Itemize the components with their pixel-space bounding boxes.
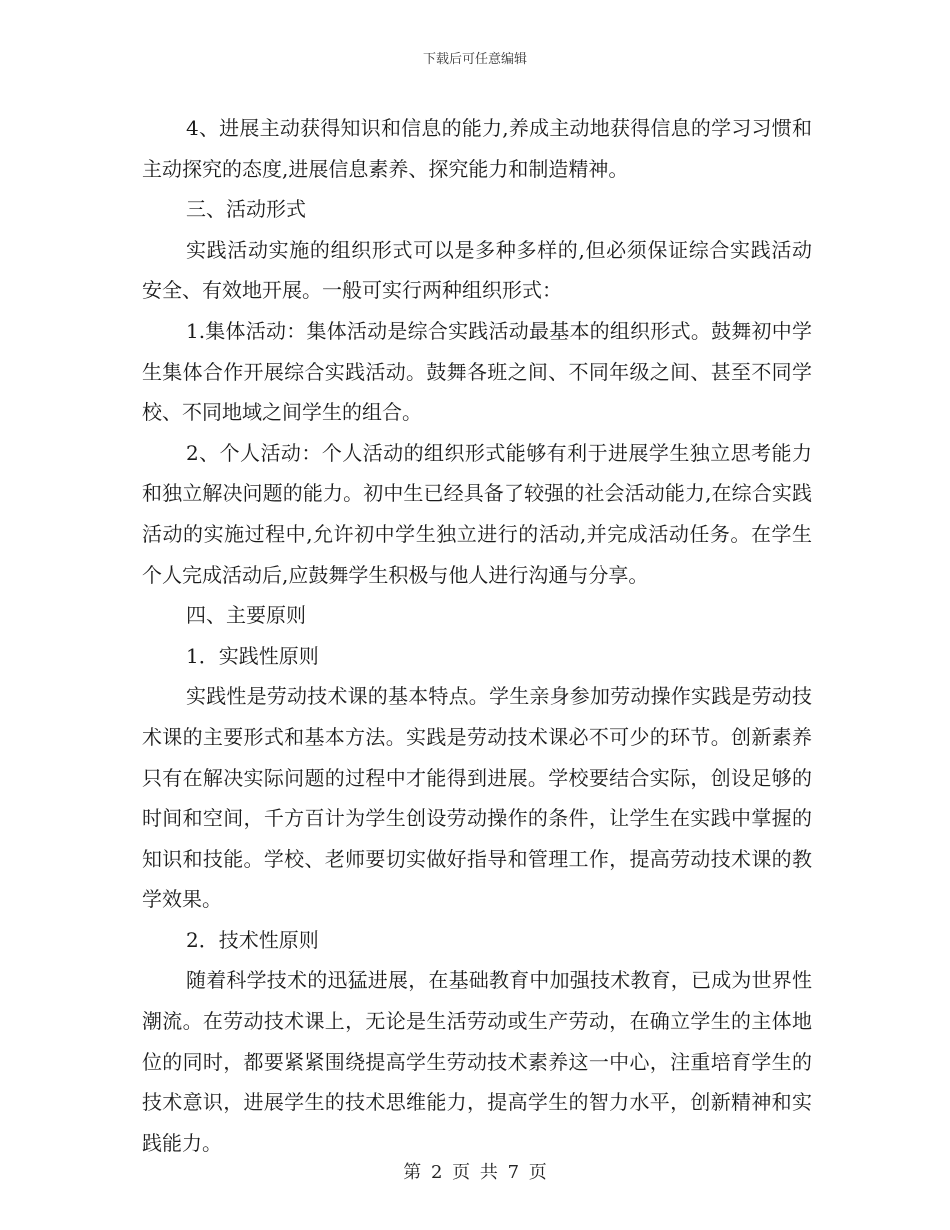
subheading-technical-principle: 2．技术性原则 [186,927,319,952]
section-heading-main-principles: 四、主要原则 [186,603,306,628]
paragraph-goal-4: 4、进展主动获得知识和信息的能力,养成主动地获得信息的学习习惯和主动探究的态度,进展信息素养、探究能力和制造精神。 [142,116,812,181]
paragraph-activity-intro: 实践活动实施的组织形式可以是多种多样的,但必须保证综合实践活动安全、有效地开展。一般可实行两种组织形式： [142,237,812,303]
paragraph-individual-activity: 2、个人活动：个人活动的组织形式能够有利于进展学生独立思考能力和独立解决问题的能力。初中生已经具备了较强的社会活动能力,在综合实践活动的实施过程中,允许初中学生独立进行的活动,并完成活动任务。在学生个人完成活动后,应鼓舞学生积极与他人进行沟通与分享。 [142,440,812,587]
subheading-practice-principle: 1．实践性原则 [186,643,319,668]
page-header: 下载后可任意编辑 [422,52,527,67]
section-heading-activity-forms: 三、活动形式 [186,197,306,222]
paragraph-collective-activity: 1.集体活动：集体活动是综合实践活动最基本的组织形式。鼓舞初中学生集体合作开展综合实践活动。鼓舞各班之间、不同年级之间、甚至不同学校、不同地域之间学生的组合。 [142,318,812,425]
document-body [142,108,812,1163]
paragraph-practice-principle: 实践性是劳动技术课的基本特点。学生亲身参加劳动操作实践是劳动技术课的主要形式和基本方法。实践是劳动技术课必不可少的环节。创新素养只有在解决实际问题的过程中才能得到进展。学校要结合实际，创设足够的时间和空间，千方百计为学生创设劳动操作的条件，让学生在实践中掌握的知识和技能。学校、老师要切实做好指导和管理工作，提高劳动技术课的教学效果。 [142,684,812,912]
paragraph-technical-principle: 随着科学技术的迅猛进展，在基础教育中加强技术教育，已成为世界性潮流。在劳动技术课上，无论是生活劳动或生产劳动，在确立学生的主体地位的同时，都要紧紧围绕提高学生劳动技术素养这一中心，注重培育学生的技术意识，进展学生的技术思维能力，提高学生的智力水平，创新精神和实践能力。 [142,968,812,1155]
page-number: 第 2 页 共 7 页 [403,1162,547,1183]
